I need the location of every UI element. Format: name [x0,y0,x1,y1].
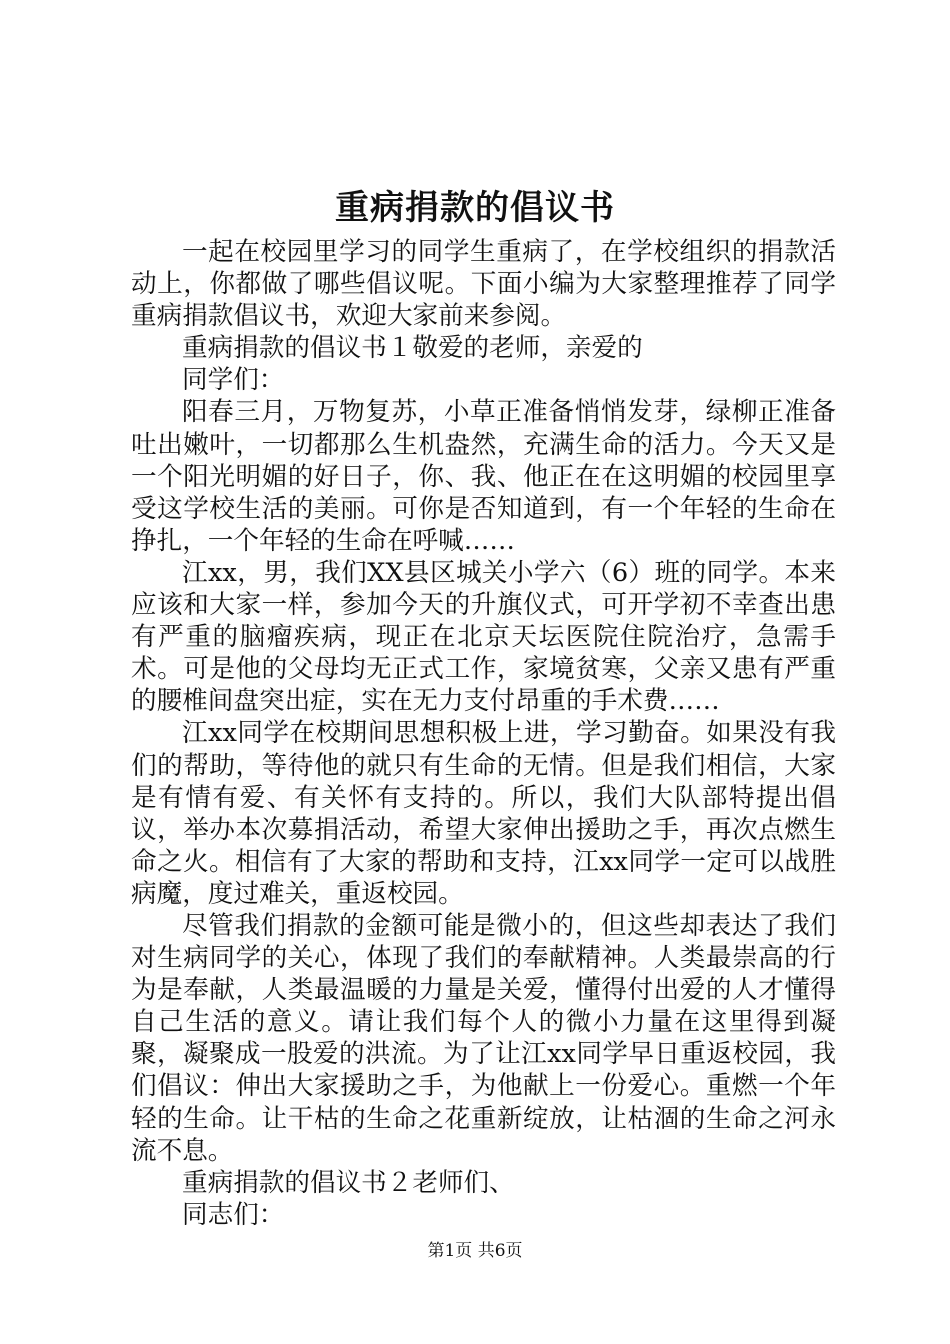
paragraph-letter1-heading: 重病捐款的倡议书１敬爱的老师，亲爱的 [182,333,643,364]
paragraph-donation-meaning: 尽管我们捐款的金额可能是微小的，但这些却表达了我们对生病同学的关心，体现了我们的奉献精神。人类最崇高的行为是奉献，人类最温暖的力量是关爱，懂得付出爱的人才懂得自己生活的意义。请让我们每个人的微小力量在这里得到凝聚，凝聚成一股爱的洪流。为了让江xx同学早日重返校园，我们倡议：伸出大家援助之手，为他献上一份爱心。重燃一个年轻的生命。让干枯的生命之花重新绽放，让枯涸的生命之河永流不息。 [131,910,836,1166]
document-body [131,236,836,1231]
page-footer: 第1页 共6页 [427,1241,523,1261]
paragraph-salutation-2: 同志们： [182,1199,285,1230]
paragraph-spring: 阳春三月，万物复苏，小草正准备悄悄发芽，绿柳正准备吐出嫩叶，一切都那么生机盎然，充满生命的活力。今天又是一个阳光明媚的好日子，你、我、他正在在这明媚的校园里享受这学校生活的美丽。可你是否知道到，有一个年轻的生命在挣扎，一个年轻的生命在呼喊…… [131,397,836,556]
paragraph-intro: 一起在校园里学习的同学生重病了，在学校组织的捐款活动上，你都做了哪些倡议呢。下面小编为大家整理推荐了同学重病捐款倡议书，欢迎大家前来参阅。 [131,237,836,332]
paragraph-appeal: 江xx同学在校期间思想积极上进，学习勤奋。如果没有我们的帮助，等待他的就只有生命的无情。但是我们相信，大家是有情有爱、有关怀有支持的。所以，我们大队部特提出倡议，举办本次募捐活动，希望大家伸出援助之手，再次点燃生命之火。相信有了大家的帮助和支持，江xx同学一定可以战胜病魔，度过难关，重返校园。 [131,718,836,909]
document-title: 重病捐款的倡议书 [335,188,615,228]
paragraph-salutation: 同学们： [182,365,285,396]
paragraph-letter2-heading: 重病捐款的倡议书２老师们、 [182,1167,515,1198]
paragraph-student-illness: 江xx，男，我们XX县区城关小学六（6）班的同学。本来应该和大家一样，参加今天的升旗仪式，可开学初不幸查出患有严重的脑瘤疾病，现正在北京天坛医院住院治疗，急需手术。可是他的父母均无正式工作，家境贫寒，父亲又患有严重的腰椎间盘突出症，实在无力支付昂重的手术费…… [131,557,836,717]
